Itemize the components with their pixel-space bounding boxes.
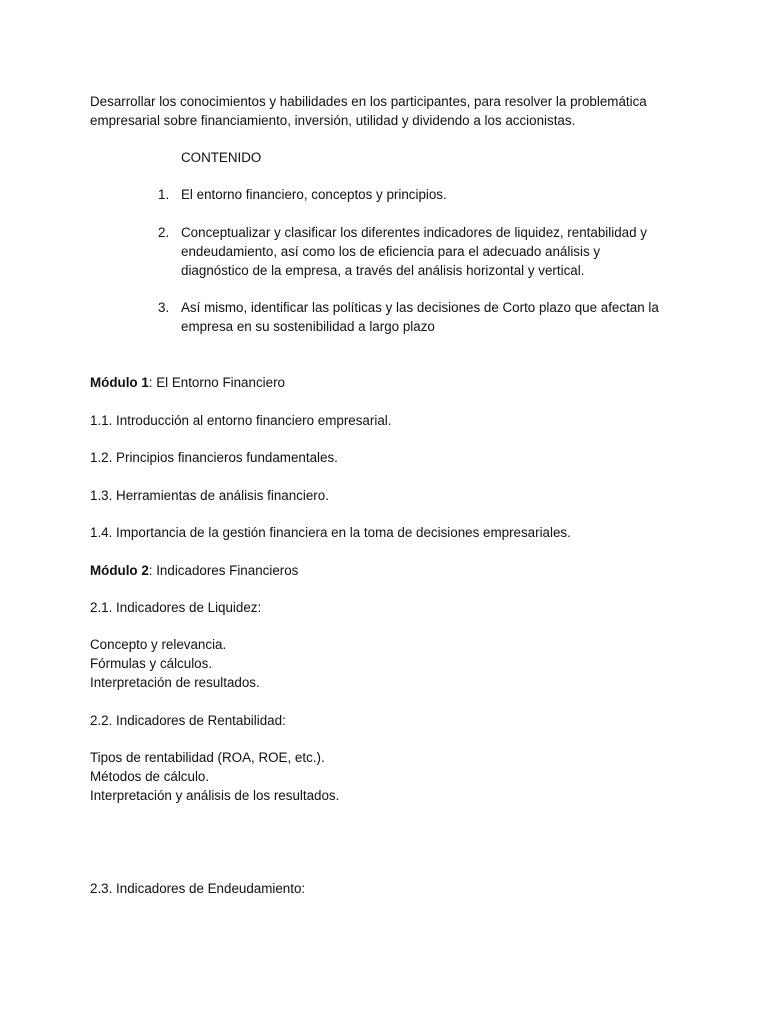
list-item-1-line-1: El entorno financiero, conceptos y principios. xyxy=(181,187,447,202)
modulo-1-item-3: 1.3. Herramientas de análisis financiero. xyxy=(90,488,329,503)
modulo-1-item-1: 1.1. Introducción al entorno financiero empresarial. xyxy=(90,413,392,428)
intro-line-2: empresarial sobre financiamiento, inversión, utilidad y dividendo a los accionistas. xyxy=(90,113,576,128)
list-number-1: 1. xyxy=(158,187,170,202)
section-2-1-item-3: Interpretación de resultados. xyxy=(90,675,260,690)
list-item-3-line-1: Así mismo, identificar las políticas y las decisiones de Corto plazo que afectan la xyxy=(181,300,659,315)
modulo-1-item-2: 1.2. Principios financieros fundamentales. xyxy=(90,450,338,465)
contenido-heading: CONTENIDO xyxy=(181,150,262,165)
modulo-1-label: Módulo 1 xyxy=(90,375,149,390)
section-2-1-heading: 2.1. Indicadores de Liquidez: xyxy=(90,600,262,615)
modulo-2-title: : Indicadores Financieros xyxy=(148,563,299,578)
section-2-1-item-1: Concepto y relevancia. xyxy=(90,637,227,652)
list-number-3: 3. xyxy=(158,300,170,315)
modulo-2-heading xyxy=(90,561,298,580)
modulo-1-title: : El Entorno Financiero xyxy=(148,375,285,390)
list-item-2-line-3: diagnóstico de la empresa, a través del análisis horizontal y vertical. xyxy=(181,263,585,278)
list-item-2-line-1: Conceptualizar y clasificar los diferentes indicadores de liquidez, rentabilidad y xyxy=(181,225,647,240)
list-item-2-line-2: endeudamiento, así como los de eficiencia para el adecuado análisis y xyxy=(181,244,601,259)
section-2-2-heading: 2.2. Indicadores de Rentabilidad: xyxy=(90,713,286,728)
section-2-2-item-1: Tipos de rentabilidad (ROA, ROE, etc.). xyxy=(90,750,325,765)
modulo-1-item-4: 1.4. Importancia de la gestión financiera en la toma de decisiones empresariales. xyxy=(90,525,571,540)
modulo-2-label: Módulo 2 xyxy=(90,563,149,578)
section-2-2-item-3: Interpretación y análisis de los resultados. xyxy=(90,788,340,803)
section-2-1-item-2: Fórmulas y cálculos. xyxy=(90,656,213,671)
section-2-3-heading: 2.3. Indicadores de Endeudamiento: xyxy=(90,881,306,896)
intro-line-1: Desarrollar los conocimientos y habilidades en los participantes, para resolver la problemática xyxy=(90,94,647,109)
section-2-2-item-2: Métodos de cálculo. xyxy=(90,769,210,784)
list-item-3-line-2: empresa en su sostenibilidad a largo plazo xyxy=(181,319,435,334)
list-number-2: 2. xyxy=(158,225,170,240)
modulo-1-heading xyxy=(90,373,285,392)
